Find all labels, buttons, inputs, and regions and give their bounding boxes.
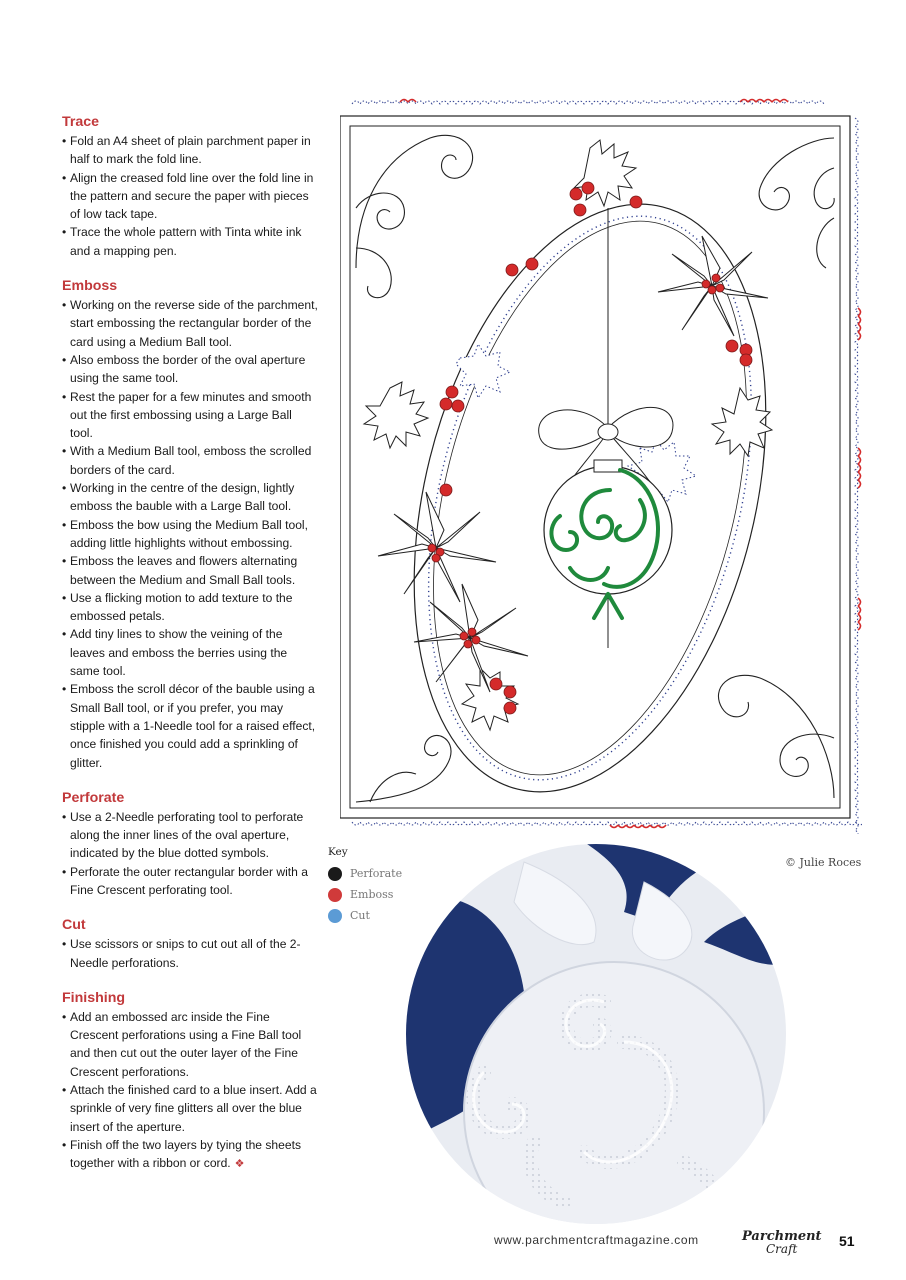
step-item [62,1081,318,1136]
step-item [62,680,318,771]
finished-card-photo [404,842,788,1226]
legend-item-perforate [328,863,402,884]
step-text: Emboss the leaves and flowers alternating between the Medium and Small Ball tools. [70,554,298,587]
pattern-illustration [340,98,862,834]
section-perforate [62,789,318,899]
step-text: Fold an A4 sheet of plain parchment paper in half to mark the fold line. [70,134,311,167]
step-text: Working in the centre of the design, lightly emboss the bauble with a Large Ball tool. [70,481,295,514]
section-title: Emboss [62,278,118,295]
step-item [62,351,318,388]
step-item [62,808,318,863]
step-text: Use scissors or snips to cut out all of the 2-Needle perforations. [70,937,301,970]
perforate-dot-icon [328,867,342,881]
step-item [62,479,318,516]
step-item [62,388,318,443]
logo-word-bottom: Craft [766,1242,798,1256]
page-number: 51 [839,1233,855,1249]
step-text: Working on the reverse side of the parchment, start embossing the rectangular border of the card using a Medium Ball tool. [70,298,318,349]
section-title: Finishing [62,989,126,1006]
step-item [62,296,318,351]
step-text: Finish off the two layers by tying the sheets together with a ribbon or cord. [70,1137,302,1171]
step-list [62,1008,318,1174]
step-text: Rest the paper for a few minutes and smooth out the first embossing using a Large Ball tool. [70,389,312,441]
step-item [62,552,318,589]
step-item [62,442,318,479]
section-title: Trace [62,114,100,130]
step-item [62,516,318,553]
step-text: Use a 2-Needle perforating tool to perforate along the inner lines of the oval aperture, indicated by the blue dotted symbols. [70,809,304,861]
step-item [62,589,318,626]
step-item [62,935,318,972]
logo-word-top: Parchment [742,1229,822,1244]
instructions-column [62,113,318,1191]
section-trace [62,113,318,260]
footer-website-url[interactable]: www.parchmentcraftmagazine.com [494,1233,699,1247]
step-item [62,863,318,900]
step-text: Align the creased fold line over the fold line in the pattern and secure the paper with pieces of low tack tape. [70,170,314,222]
step-list [62,296,318,772]
section-title: Perforate [62,789,125,806]
step-list [62,935,318,972]
step-text: Use a flicking motion to add texture to the embossed petals. [70,590,293,624]
section-title: Cut [62,917,86,934]
step-item [62,132,318,169]
magazine-logo [742,1231,822,1255]
step-text: Emboss the scroll décor of the bauble using a Small Ball tool, or if you prefer, you may stipple with a 1-Needle tool for a raised effect, once finished you could add a sprinkling of glitter. [70,682,316,770]
step-text: With a Medium Ball tool, emboss the scrolled borders of the card. [70,444,312,477]
step-list [62,132,318,260]
step-list [62,808,318,899]
step-text: Perforate the outer rectangular border with a Fine Crescent perforating tool. [70,864,308,897]
step-item [62,223,318,260]
step-text: Add tiny lines to show the veining of the leaves and emboss the berries using the same tool. [70,627,288,679]
step-item [62,1136,318,1174]
legend-label: Perforate [350,867,403,880]
step-text: Trace the whole pattern with Tinta white ink and a mapping pen. [70,225,302,258]
section-finishing [62,989,318,1174]
step-text: Attach the finished card to a blue insert. Add a sprinkle of very fine glitters all over the blue insert of the aperture. [70,1083,317,1134]
legend-title: Key [328,846,348,858]
step-text: Emboss the bow using the Medium Ball tool, adding little highlights without embossing. [70,517,308,550]
legend-label: Cut [350,909,370,922]
section-emboss [62,277,318,772]
legend-item-cut [328,905,402,926]
legend-label: Emboss [350,888,394,901]
end-mark-icon: ❖ [234,1158,245,1171]
step-item [62,1008,318,1081]
step-item [62,169,318,224]
copyright-credit: © Julie Roces [785,856,862,869]
emboss-dot-icon [328,888,342,902]
step-item [62,625,318,680]
step-text: Add an embossed arc inside the Fine Crescent perforations using a Fine Ball tool and then cut out the outer layer of the Fine Crescent perforations. [70,1009,302,1079]
step-text: Also emboss the border of the oval aperture using the same tool. [70,352,306,386]
legend-key [328,846,402,926]
cut-dot-icon [328,909,342,923]
section-cut [62,916,318,972]
legend-item-emboss [328,884,402,905]
